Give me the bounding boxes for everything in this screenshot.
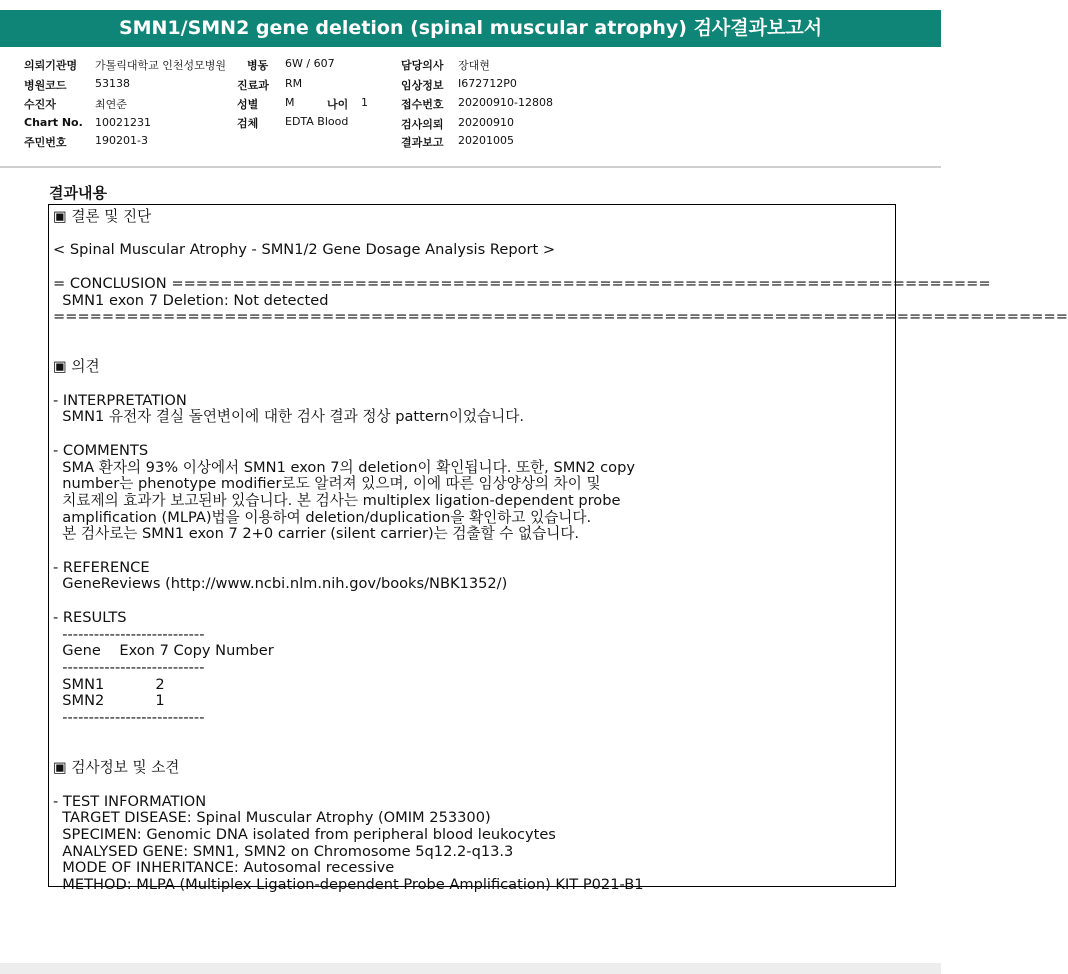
value-clinical-info: I672712P0 [458,77,517,90]
label-requesting-institution: 의뢰기관명 [24,59,78,72]
value-report-date: 20201005 [458,134,514,147]
result-line: SMN1 exon 7 Deletion: Not detected [53,291,329,309]
result-line: SMN1 유전자 결실 돌연변이에 대한 검사 결과 정상 pattern이었습니다. [53,408,524,426]
result-line: METHOD: MLPA (Multiplex Ligation-dependent Probe Amplification) KIT P021-B1 [53,876,644,894]
result-line: 본 검사로는 SMN1 exon 7 2+0 carrier (silent carrier)는 검출할 수 없습니다. [53,525,580,543]
report-title: SMN1/SMN2 gene deletion (spinal muscular atrophy) 검사결과보고서 [0,10,941,47]
results-text [49,205,1068,894]
value-age: 1 [361,96,368,109]
result-line: amplification (MLPA)법을 이용하여 deletion/duplication을 확인하고 있습니다. [53,508,592,526]
value-requesting-institution: 가톨릭대학교 인천성모병원 [95,59,227,72]
label-department: 진료과 [237,79,269,92]
result-line: - TEST INFORMATION [53,792,207,810]
result-line: --------------------------- [53,709,205,727]
value-department: RM [285,77,303,90]
results-box [48,204,1068,894]
label-receipt-number: 접수번호 [401,98,444,111]
value-test-request-date: 20200910 [458,116,514,129]
result-line: = CONCLUSION =================================================================== [53,274,991,292]
label-ward: 병동 [247,59,269,72]
label-physician: 담당의사 [401,59,444,72]
result-line: MODE OF INHERITANCE: Autosomal recessive [53,859,395,877]
value-sex: M [285,96,295,109]
result-line: ▣ 의견 [53,358,100,376]
result-line: =================================================================================== [53,308,1068,326]
result-line: --------------------------- [53,658,205,676]
value-ward: 6W / 607 [285,57,335,70]
label-clinical-info: 임상정보 [401,79,444,92]
patient-info-panel [0,48,941,168]
result-line: --------------------------- [53,625,205,643]
label-sex: 성별 [237,98,259,111]
value-receipt-number: 20200910-12808 [458,96,553,109]
result-line: SMN1 2 [53,675,165,693]
result-line: Gene Exon 7 Copy Number [53,642,274,660]
value-resident-number: 190201-3 [95,134,148,147]
result-line: ▣ 결론 및 진단 [53,208,152,225]
label-age: 나이 [327,98,349,111]
result-line: SPECIMEN: Genomic DNA isolated from peripheral blood leukocytes [53,826,556,844]
label-chart-no: Chart No. [24,116,83,129]
result-line: SMA 환자의 93% 이상에서 SMN1 exon 7의 deletion이 확인됩니다. 또한, SMN2 copy [53,458,635,476]
result-line: - INTERPRETATION [53,391,187,409]
label-test-request-date: 검사의뢰 [401,118,444,131]
value-specimen: EDTA Blood [285,115,349,128]
label-report-date: 결과보고 [401,136,444,149]
result-line: TARGET DISEASE: Spinal Muscular Atrophy (OMIM 253300) [53,809,491,827]
result-line: ▣ 검사정보 및 소견 [53,759,180,777]
result-line: SMN2 1 [53,692,165,710]
page-footer-strip [0,963,941,974]
result-line: - REFERENCE [53,558,150,576]
label-hospital-code: 병원코드 [24,79,67,92]
result-line: - COMMENTS [53,441,149,459]
value-patient-name: 최연준 [95,98,127,111]
result-line: - RESULTS [53,608,127,626]
result-line: ANALYSED GENE: SMN1, SMN2 on Chromosome 5q12.2-q13.3 [53,842,514,860]
label-specimen: 검체 [237,117,259,130]
result-line: number는 phenotype modifier로도 알려져 있으며, 이에 따른 임상양상의 차이 및 [53,475,601,493]
value-chart-no: 10021231 [95,116,151,129]
value-physician: 장대현 [458,59,490,72]
label-resident-number: 주민번호 [24,136,67,149]
results-section-title: 결과내용 [49,184,107,202]
result-line: GeneReviews (http://www.ncbi.nlm.nih.gov/books/NBK1352/) [53,575,508,593]
value-hospital-code: 53138 [95,77,130,90]
result-line: < Spinal Muscular Atrophy - SMN1/2 Gene Dosage Analysis Report > [53,241,556,259]
label-patient-name: 수진자 [24,98,56,111]
result-line: 치료제의 효과가 보고된바 있습니다. 본 검사는 multiplex ligation-dependent probe [53,491,621,509]
